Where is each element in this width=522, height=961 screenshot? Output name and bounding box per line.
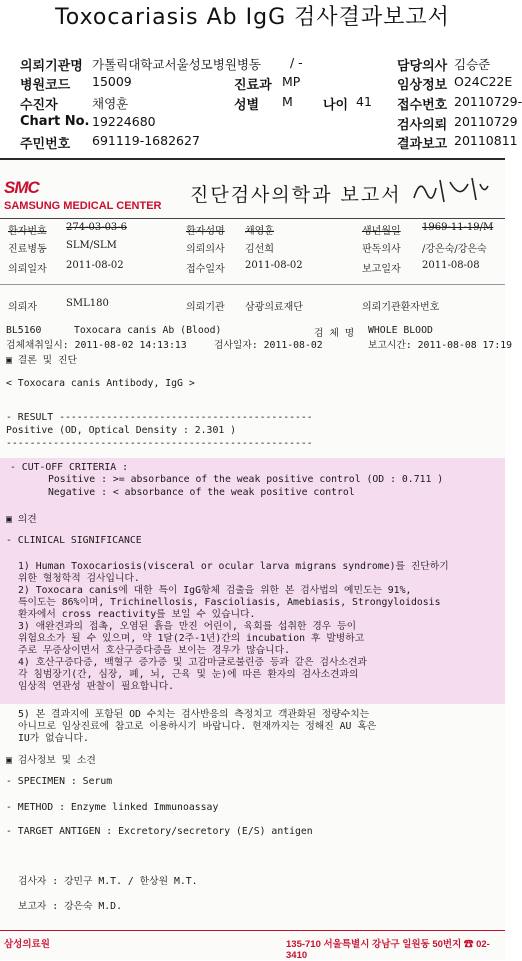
smc-logo-subtitle: SAMSUNG MEDICAL CENTER: [4, 200, 162, 212]
specimen-line: - SPECIMEN : Serum: [6, 776, 113, 787]
clinical-line: 각 침범장기(간, 심장, 폐, 뇌, 근육 및 눈)에 따른 환자의 검사소견과의: [18, 669, 359, 680]
divider: [0, 218, 505, 219]
footer-divider: [0, 930, 505, 931]
clinical-line: 주로 무증상이면서 호산구증다증을 보이는 경우가 많습니다.: [18, 645, 290, 656]
label-receipt-no: 접수번호: [397, 98, 448, 113]
specimen-label: 검 체 명: [314, 328, 355, 339]
r3-value3: 2011-08-08: [422, 260, 480, 271]
value-ward: / -: [290, 55, 303, 70]
r4-label3: 의뢰기관환자번호: [362, 302, 440, 313]
section-info: ▣ 검사정보 및 소견: [6, 755, 96, 766]
scanned-report: [0, 158, 513, 961]
r1-value1: 274-03-03-6: [66, 222, 128, 233]
report-title: Toxocariasis Ab IgG 검사결과보고서: [55, 5, 450, 30]
label-chart-no: Chart No.: [20, 114, 90, 129]
r1-label3: 생년월일: [362, 226, 401, 237]
test-name: Toxocara canis Ab (Blood): [74, 325, 222, 336]
r4-value1: SML180: [66, 298, 109, 309]
r3-value1: 2011-08-02: [66, 260, 124, 271]
r3-value2: 2011-08-02: [245, 260, 303, 271]
value-doctor: 김승준: [454, 57, 491, 72]
cutoff-head: - CUT-OFF CRITERIA :: [10, 462, 128, 473]
r1-label1: 환자번호: [8, 226, 47, 237]
report-time: 보고시간: 2011-08-08 17:19: [368, 340, 513, 351]
cutoff-negative: Negative : < absorbance of the weak positive control: [48, 487, 355, 498]
r2-value1: SLM/SLM: [66, 240, 117, 251]
value-dept: MP: [282, 74, 301, 89]
clinical-head: - CLINICAL SIGNIFICANCE: [6, 535, 142, 546]
r1-label2: 환자성명: [186, 226, 225, 237]
footer-address: 135-710 서울특별시 강남구 일원동 50번지 ☎ 02-3410: [286, 939, 490, 961]
value-clinical-info: O24C22E: [454, 74, 513, 89]
r4-label1: 의뢰자: [8, 302, 37, 313]
r4-label2: 의뢰기관: [186, 302, 225, 313]
footer-hospital: 삼성의료원: [4, 939, 50, 950]
tester-line: 검사자 : 강민구 M.T. / 한상원 M.T.: [18, 876, 198, 887]
reporter-line: 보고자 : 강은숙 M.D.: [18, 901, 122, 912]
value-sex: M: [282, 94, 293, 109]
specimen-value: WHOLE BLOOD: [368, 325, 433, 336]
note-line: 아니므로 임상진료에 참고로 이용하시기 바랍니다. 현재까지는 정해진 AU 혹은: [18, 721, 377, 732]
smc-logo: SMC: [4, 178, 39, 197]
r3-label2: 접수일자: [186, 264, 225, 275]
value-chart-no: 19224680: [92, 114, 156, 129]
label-request-date: 검사의뢰: [397, 118, 448, 133]
r3-label1: 의뢰일자: [8, 264, 47, 275]
r3-label3: 보고일자: [362, 264, 401, 275]
label-age: 나이: [323, 98, 349, 113]
value-age: 41: [356, 94, 372, 109]
scan-report-title: 진단검사의학과 보고서: [190, 184, 402, 206]
method-line: - METHOD : Enzyme linked Immunoassay: [6, 802, 219, 813]
test-code: BL5160: [6, 325, 42, 336]
clinical-line: 1) Human Toxocariosis(visceral or ocular larva migrans syndrome)를 진단하기: [18, 561, 449, 572]
value-hospital-code: 15009: [92, 74, 132, 89]
divider: [0, 284, 505, 285]
label-report-date: 결과보고: [397, 137, 448, 152]
clinical-line: 임상적 연관성 판찰이 필요합니다.: [18, 681, 175, 692]
result-value: Positive (OD, Optical Density : 2.301 ): [6, 425, 237, 436]
cutoff-positive: Positive : >= absorbance of the weak positive control (OD : 0.711 ): [48, 474, 444, 485]
value-institution: 가톨릭대학교서울성모병원병동: [92, 57, 262, 72]
value-report-date: 20110811: [454, 133, 518, 148]
test-date: 검사일자: 2011-08-02: [214, 340, 323, 351]
note-line: 5) 본 결과지에 포함된 OD 수치는 검사반응의 측정치고 객관화된 정량수치는: [18, 709, 370, 720]
clinical-line: 3) 애완견과의 접촉, 오염된 흙을 만진 어린이, 육회를 섭취한 경우 등이: [18, 621, 357, 632]
value-receipt-no: 20110729-: [454, 94, 522, 109]
r1-value2: 채영훈: [245, 226, 274, 237]
r1-value3: 1969-11-19/M: [422, 222, 494, 233]
section-result: ▣ 결론 및 진단: [6, 355, 77, 366]
clinical-line: 2) Toxocara canis에 대한 특이 IgG항체 검출을 위한 본 검사법의 예민도는 91%,: [18, 585, 412, 596]
label-patient: 수진자: [20, 98, 58, 113]
label-hospital-code: 병원코드: [20, 78, 71, 93]
signature-icon: [410, 170, 490, 210]
clinical-line: 위험요소가 될 수 있으며, 약 1달(2주-1년)간의 incubation 후 발병하고: [18, 633, 365, 644]
result-head: - RESULT -------------------------------------------: [6, 412, 313, 423]
r2-label2: 의뢰의사: [186, 244, 225, 255]
value-resident-no: 691119-1682627: [92, 133, 200, 148]
antibody-line: < Toxocara canis Antibody, IgG >: [6, 378, 195, 389]
note-line: IU가 없습니다.: [18, 733, 89, 744]
r2-label1: 진료병동: [8, 244, 47, 255]
label-institution: 의뢰기관명: [20, 59, 83, 74]
r2-label3: 판독의사: [362, 244, 401, 255]
result-dash: ----------------------------------------------------: [6, 438, 313, 449]
clinical-line: 환자에서 cross reactivity를 보일 수 있습니다.: [18, 609, 256, 620]
r2-value3: /강은숙/강은숙: [422, 244, 487, 255]
label-clinical-info: 임상정보: [397, 78, 448, 93]
section-opinion: ▣ 의견: [6, 514, 37, 525]
label-sex: 성별: [234, 98, 260, 113]
label-doctor: 담당의사: [397, 59, 448, 74]
antigen-line: - TARGET ANTIGEN : Excretory/secretory (E/S) antigen: [6, 826, 313, 837]
label-dept: 진료과: [234, 78, 272, 93]
clinical-line: 특이도는 86%이며, Trichinellosis, Fascioliasis, Amebiasis, Strongyloidosis: [18, 597, 441, 608]
collect-time: 검체채취일시: 2011-08-02 14:13:13: [6, 340, 187, 351]
label-resident-no: 주민번호: [20, 137, 71, 152]
r4-value2: 삼광의료재단: [245, 302, 303, 313]
clinical-line: 위한 혈청학적 검사입니다.: [18, 573, 140, 584]
r2-value2: 김선희: [245, 244, 274, 255]
value-request-date: 20110729: [454, 114, 518, 129]
clinical-line: 4) 호산구증다증, 백혈구 증가증 및 고감마글로불린증 등과 같은 검사소견과: [18, 657, 367, 668]
value-patient: 채영훈: [92, 96, 129, 111]
